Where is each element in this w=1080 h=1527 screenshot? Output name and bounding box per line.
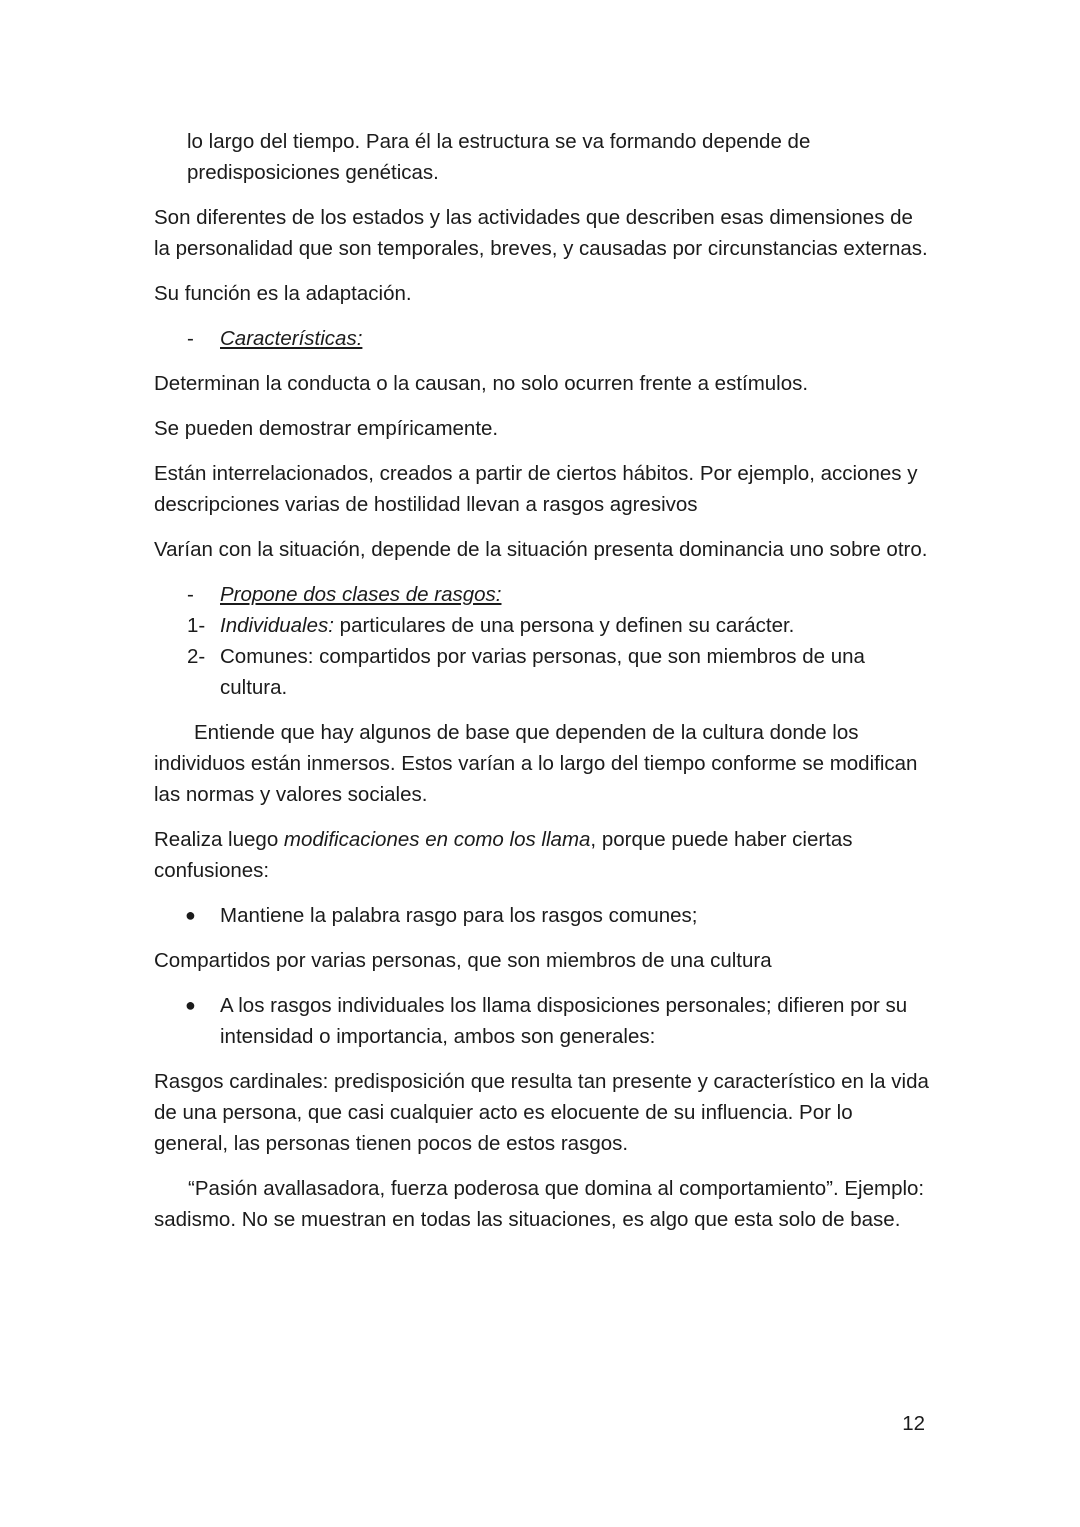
heading-trait-classes-label: Propone dos clases de rasgos: [220,583,502,606]
paragraph-function: Su función es la adaptación. [154,282,412,305]
dash-marker: - [187,583,194,606]
document-page [154,126,930,1249]
paragraph-states-activities: Son diferentes de los estados y las actividades que describen esas dimensiones de la personalidad que son temporales, breves, y causadas por circunstancias externas. [154,206,928,260]
page-number: 12 [902,1412,925,1435]
emphasis-modifications: modificaciones en como los llama [283,828,591,851]
bullet-icon: ● [185,905,196,925]
paragraph-determine-conduct: Determinan la conducta o la causan, no solo ocurren frente a estímulos. [154,372,809,395]
bullet-item-common-traits [154,900,930,931]
list-item-individual [154,610,930,641]
definition-common: Comunes: compartidos por varias personas, que son miembros de una cultura. [220,645,865,699]
dash-marker: - [187,327,194,350]
text-fragment: Realiza luego [154,828,284,851]
paragraph-interrelated: Están interrelacionados, creados a partir de ciertos hábitos. Por ejemplo, acciones y descripciones varias de hostilidad llevan a rasgos agresivos [154,462,918,516]
term-individual: Individuales: [220,614,334,637]
number-marker: 2- [187,645,206,668]
bullet-text: Mantiene la palabra rasgo para los rasgos comunes; [220,904,698,927]
heading-trait-classes [154,579,930,610]
text-fragment: , porque puede haber ciertas confusiones: [154,828,853,882]
paragraph-culture-base: Entiende que hay algunos de base que dependen de la cultura donde los individuos están inmersos. Estos varían a lo largo del tiempo conforme se modifican las normas y valores sociales. [154,721,918,806]
bullet-icon: ● [185,995,196,1015]
bullet-item-personal-dispositions [154,990,930,1052]
definition-individual: particulares de una persona y definen su carácter. [333,614,795,637]
number-marker: 1- [187,614,206,637]
heading-characteristics [154,323,930,354]
paragraph-quote-passion: “Pasión avallasadora, fuerza poderosa que domina al comportamiento”. Ejemplo: sadismo. No se muestran en todas las situaciones, es algo que esta solo de base. [154,1177,925,1231]
paragraph-shared: Compartidos por varias personas, que son miembros de una cultura [154,949,772,972]
paragraph-continuation: lo largo del tiempo. Para él la estructura se va formando depende de predisposiciones genéticas. [187,130,811,184]
bullet-text: A los rasgos individuales los llama disposiciones personales; difieren por su intensidad o importancia, ambos son generales: [220,994,908,1048]
paragraph-empirical: Se pueden demostrar empíricamente. [154,417,499,440]
list-item-common [154,641,930,703]
heading-characteristics-label: Características: [220,327,363,350]
paragraph-vary-situation: Varían con la situación, depende de la situación presenta dominancia uno sobre otro. [154,538,928,561]
paragraph-modifications [154,824,930,886]
paragraph-cardinal-traits: Rasgos cardinales: predisposición que resulta tan presente y característico en la vida de una persona, que casi cualquier acto es elocuente de su influencia. Por lo general, las personas tienen pocos de estos rasgos. [154,1070,929,1155]
trait-classes-list [154,579,930,703]
